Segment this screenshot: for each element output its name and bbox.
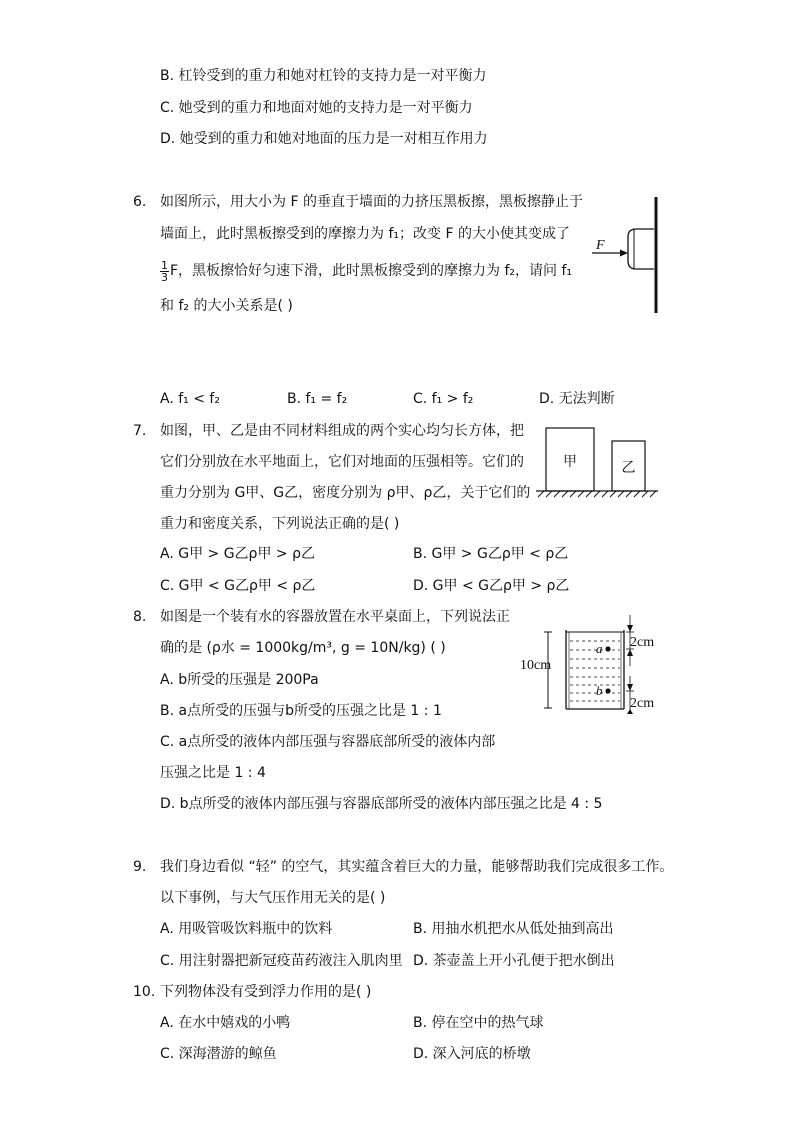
q8-figure [516,612,666,714]
q6-option-c: C. f₁ > f₂ [413,391,474,407]
q7-stem-line1: 如图，甲、乙是由不同材料组成的两个实心均匀长方体，把 [160,423,524,439]
q8-stem-line1: 如图是一个装有水的容器放置在水平桌面上，下列说法正 [160,609,510,625]
q8-stem-line2: 确的是 (ρ水 = 1000kg/m³, g = 10N/kg) ( ) [160,640,446,656]
q10-option-a: A. 在水中嬉戏的小鸭 [160,1015,291,1031]
q6-arrow-head [620,250,628,257]
q6-stem-line3-text: F，黑板擦恰好匀速下滑，此时黑板擦受到的摩擦力为 f₂，请问 f₁ [170,263,573,279]
q5-option-b: B. 杠铃受到的重力和她对杠铃的支持力是一对平衡力 [160,68,487,84]
q10-number: 10. [133,984,156,1000]
q7-option-d: D. G甲 < G乙ρ甲 > ρ乙 [413,578,570,594]
q8-label-10cm: 10cm [520,658,552,673]
q8-water-hatch [570,641,620,701]
q10-option-d: D. 深入河底的桥墩 [413,1046,531,1062]
q9-stem-line1: 我们身边看似 “轻” 的空气，其实蕴含着巨大的力量，能够帮助我们完成很多工作。 [160,859,674,875]
q6-figure [588,195,668,317]
q5-option-c: C. 她受到的重力和地面对她的支持力是一对平衡力 [160,100,473,116]
q7-label-jia: 甲 [563,455,577,470]
q7-ground-hatch [538,491,656,497]
q10-option-c: C. 深海潜游的鲸鱼 [160,1046,277,1062]
q8-label-a: a [596,641,603,656]
q7-number: 7. [133,423,147,439]
q6-option-d: D. 无法判断 [539,391,615,407]
q8-option-b: B. a点所受的压强与b所受的压强之比是 1 : 1 [160,703,442,719]
q8-option-a: A. b所受的压强是 200Pa [160,672,319,688]
q9-stem-line2: 以下事例，与大气压作用无关的是( ) [160,890,386,906]
q7-option-b: B. G甲 > G乙ρ甲 < ρ乙 [413,546,569,562]
q7-stem-line2: 它们分别放在水平地面上，它们对地面的压强相等。它们的 [160,454,524,470]
q10-option-b: B. 停在空中的热气球 [413,1015,544,1031]
q7-figure [534,424,662,500]
q7-option-a: A. G甲 > G乙ρ甲 > ρ乙 [160,546,315,562]
q10-stem: 下列物体没有受到浮力作用的是( ) [160,984,372,1000]
q6-eraser [628,229,654,269]
q6-fraction [160,260,169,283]
q6-option-b: B. f₁ = f₂ [287,391,348,407]
q9-option-c: C. 用注射器把新冠疫苗药液注入肌肉里 [160,953,403,969]
q8-option-c-line1: C. a点所受的液体内部压强与容器底部所受的液体内部 [160,734,496,750]
q6-stem-line4: 和 f₂ 的大小关系是( ) [160,298,293,314]
q7-stem-line4: 重力和密度关系，下列说法正确的是( ) [160,516,400,532]
q8-option-d: D. b点所受的液体内部压强与容器底部所受的液体内部压强之比是 4 : 5 [160,796,603,812]
q8-label-2cm-bottom: 2cm [630,696,655,711]
q6-fraction-numerator: 1 [161,258,168,272]
q5-option-d: D. 她受到的重力和她对地面的压力是一对相互作用力 [160,131,488,147]
q7-label-yi: 乙 [621,461,636,476]
q8-label-b: b [596,683,603,698]
q8-number: 8. [133,609,147,625]
q8-option-c-line2: 压强之比是 1 : 4 [160,765,266,781]
q7-stem-line3: 重力分别为 G甲、G乙，密度分别为 ρ甲、ρ乙，关于它们的 [160,485,531,501]
q6-stem-line2: 墙面上，此时黑板擦受到的摩擦力为 f₁；改变 F 的大小使其变成了 [160,226,570,242]
q6-number: 6. [133,194,147,210]
q9-option-b: B. 用抽水机把水从低处抽到高出 [413,921,614,937]
q9-option-d: D. 茶壶盖上开小孔便于把水倒出 [413,953,615,969]
q9-option-a: A. 用吸管吸饮料瓶中的饮料 [160,921,333,937]
q6-stem-line1: 如图所示，用大小为 F 的垂直于墙面的力挤压黑板擦，黑板擦静止于 [160,194,583,210]
q6-force-label: F [596,238,605,253]
q6-fraction-denominator: 3 [161,270,168,284]
q9-number: 9. [133,859,147,875]
q6-stem-line3 [160,256,572,286]
q8-point-a [605,646,610,651]
q8-point-b [605,688,610,693]
q8-label-2cm-top: 2cm [630,635,655,650]
q7-option-c: C. G甲 < G乙ρ甲 < ρ乙 [160,578,316,594]
q6-option-a: A. f₁ < f₂ [160,391,220,407]
